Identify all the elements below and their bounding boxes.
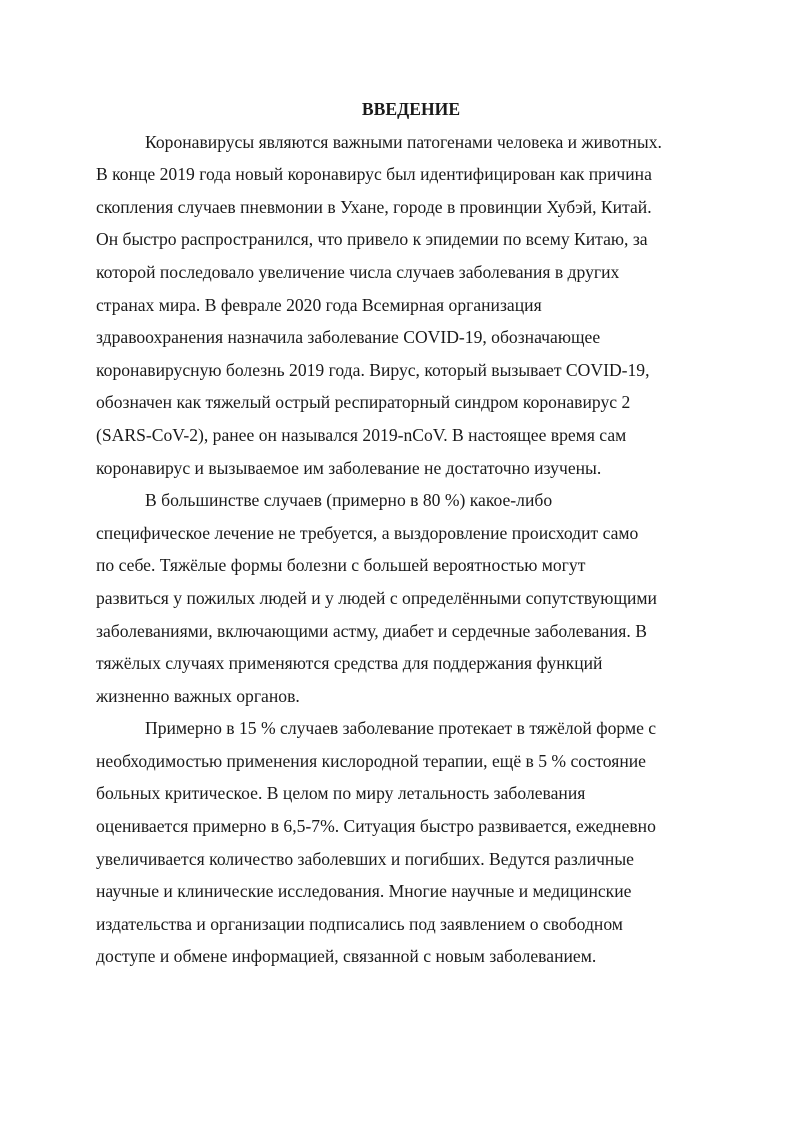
- text-line: коронавирус и вызываемое им заболевание не достаточно изучены.: [96, 457, 602, 478]
- text-line: издательства и организации подписались под заявлением о свободном: [96, 913, 623, 934]
- text-line: (SARS-CoV-2), ранее он назывался 2019-nCoV. В настоящее время сам: [96, 424, 627, 445]
- text-line: по себе. Тяжёлые формы болезни с большей вероятностью могут: [96, 555, 586, 576]
- text-line: скопления случаев пневмонии в Ухане, городе в провинции Хубэй, Китай.: [96, 196, 652, 217]
- text-line: больных критическое. В целом по миру летальность заболевания: [96, 783, 586, 804]
- text-line: обозначен как тяжелый острый респираторный синдром коронавирус 2: [96, 392, 631, 413]
- text-line: специфическое лечение не требуется, а выздоровление происходит само: [96, 522, 639, 543]
- paragraph: [96, 484, 716, 712]
- text-line: странах мира. В феврале 2020 года Всемирная организация: [96, 294, 542, 315]
- document-body: [96, 93, 716, 973]
- text-line: коронавирусную болезнь 2019 года. Вирус, который вызывает COVID-19,: [96, 359, 650, 380]
- text-line: необходимостью применения кислородной терапии, ещё в 5 % состояние: [96, 750, 646, 771]
- paragraphs-container: [96, 126, 716, 973]
- text-line: Коронавирусы являются важными патогенами человека и животных.: [145, 131, 662, 152]
- paragraph: [96, 712, 716, 973]
- text-line: увеличивается количество заболевших и погибших. Ведутся различные: [96, 848, 634, 869]
- text-line: которой последовало увеличение числа случаев заболевания в других: [96, 261, 620, 282]
- text-line: Он быстро распространился, что привело к эпидемии по всему Китаю, за: [96, 229, 648, 250]
- text-line: тяжёлых случаях применяются средства для поддержания функций: [96, 653, 603, 674]
- text-line: доступе и обмене информацией, связанной с новым заболеванием.: [96, 946, 597, 967]
- text-line: заболеваниями, включающими астму, диабет и сердечные заболевания. В: [96, 620, 647, 641]
- text-line: Примерно в 15 % случаев заболевание протекает в тяжёлой форме с: [145, 718, 657, 739]
- paragraph: [96, 126, 716, 485]
- text-line: развиться у пожилых людей и у людей с определёнными сопутствующими: [96, 587, 657, 608]
- text-line: оценивается примерно в 6,5-7%. Ситуация быстро развивается, ежедневно: [96, 816, 656, 837]
- text-line: научные и клинические исследования. Многие научные и медицинские: [96, 881, 632, 902]
- text-line: В большинстве случаев (примерно в 80 %) какое-либо: [145, 490, 553, 511]
- section-title: ВВЕДЕНИЕ: [361, 99, 461, 119]
- text-line: В конце 2019 года новый коронавирус был идентифицирован как причина: [96, 164, 652, 185]
- text-line: здравоохранения назначила заболевание COVID-19, обозначающее: [96, 327, 601, 348]
- text-line: жизненно важных органов.: [96, 685, 300, 706]
